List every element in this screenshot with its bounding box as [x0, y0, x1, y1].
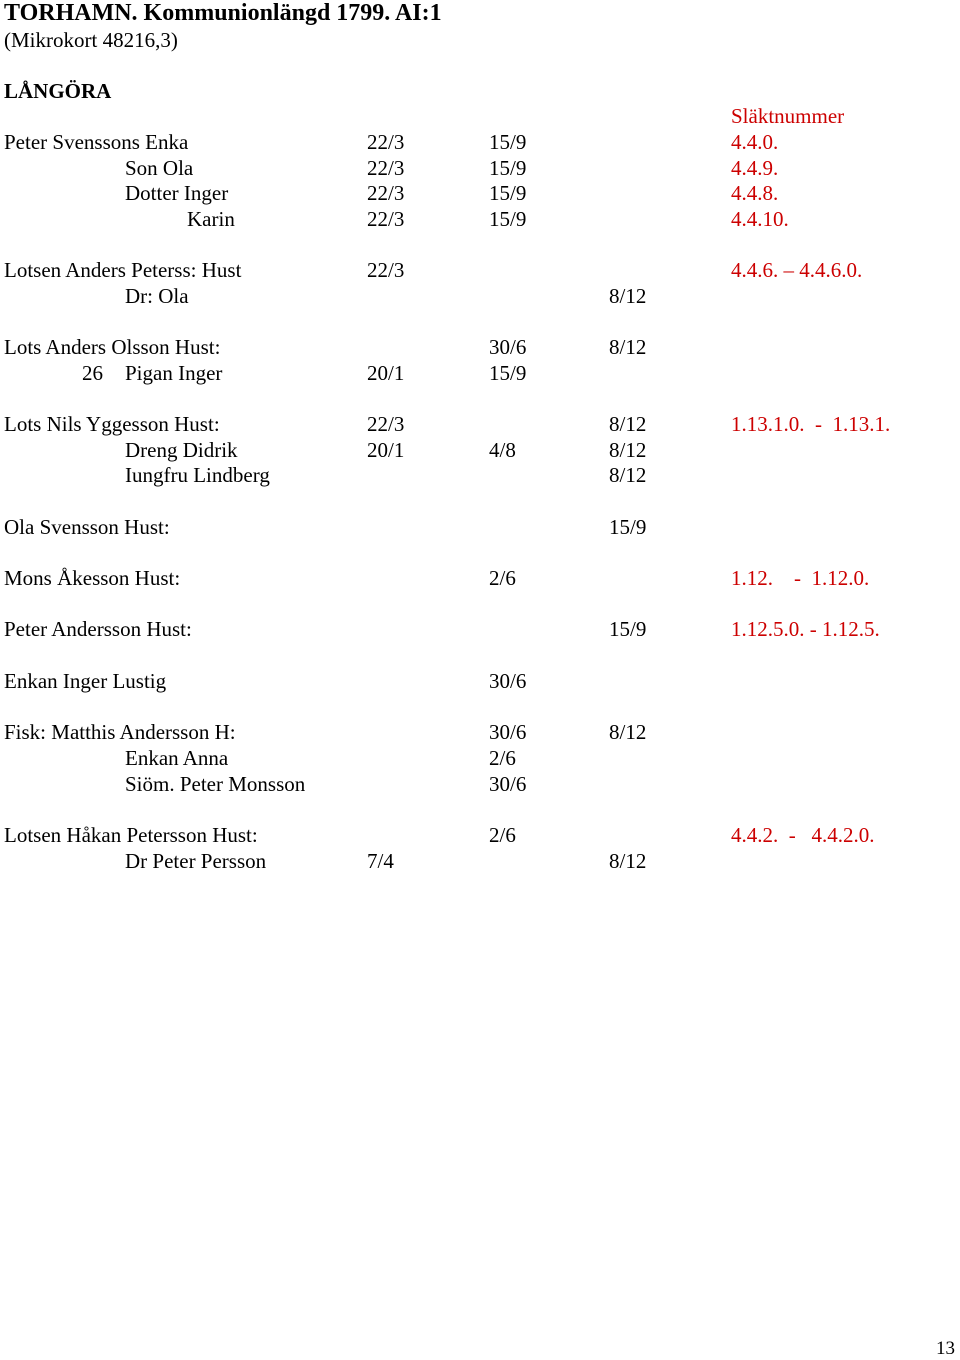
entry-date-3: 8/12 — [609, 720, 647, 744]
entry-date-1: 22/3 — [367, 181, 405, 205]
entry-name: Karin — [187, 207, 235, 231]
entry-date-3: 8/12 — [609, 284, 647, 308]
entry-date-1: 22/3 — [367, 156, 405, 180]
entry-date-1: 22/3 — [367, 207, 405, 231]
entry-name: Lots Anders Olsson Hust: — [4, 335, 221, 359]
entry-date-2: 30/6 — [489, 335, 527, 359]
entry-date-2: 2/6 — [489, 566, 516, 590]
entry-name: Iungfru Lindberg — [125, 463, 270, 487]
entry-name: Lots Nils Yggesson Hust: — [4, 412, 220, 436]
entry-name: Pigan Inger — [125, 361, 223, 385]
entry-date-1: 7/4 — [367, 849, 394, 873]
entry-date-1: 20/1 — [367, 361, 405, 385]
entry-name: Lotsen Anders Peterss: Hust — [4, 258, 242, 282]
entry-date-3: 8/12 — [609, 849, 647, 873]
entry-date-3: 15/9 — [609, 617, 647, 641]
entry-date-2: 2/6 — [489, 746, 516, 770]
slaktnummer-column-header: Släktnummer — [731, 104, 845, 128]
entry-slaktnummer: 4.4.0. — [731, 130, 779, 154]
entry-slaktnummer: 4.4.8. — [731, 181, 779, 205]
entry-date-2: 2/6 — [489, 823, 516, 847]
entry-date-2: 15/9 — [489, 130, 527, 154]
entry-name: Dreng Didrik — [125, 438, 238, 462]
entry-date-3: 15/9 — [609, 515, 647, 539]
entry-date-1: 20/1 — [367, 438, 405, 462]
entry-date-2: 15/9 — [489, 181, 527, 205]
entry-name: Mons Åkesson Hust: — [4, 566, 181, 590]
entry-date-2: 15/9 — [489, 361, 527, 385]
entry-date-1: 22/3 — [367, 412, 405, 436]
entry-date-3: 8/12 — [609, 463, 647, 487]
entry-slaktnummer: 4.4.9. — [731, 156, 779, 180]
page-number: 13 — [936, 1338, 955, 1359]
entry-name: Ola Svensson Hust: — [4, 515, 170, 539]
place-heading: LÅNGÖRA — [4, 79, 112, 103]
entry-name: Peter Svenssons Enka — [4, 130, 189, 154]
entry-name: Siöm. Peter Monsson — [125, 772, 306, 796]
entry-number: 26 — [82, 361, 103, 385]
entry-slaktnummer: 1.13.1.0. - 1.13.1. — [731, 412, 891, 436]
entry-date-3: 8/12 — [609, 412, 647, 436]
entry-date-2: 30/6 — [489, 772, 527, 796]
entry-name: Fisk: Matthis Andersson H: — [4, 720, 236, 744]
entry-slaktnummer: 4.4.10. — [731, 207, 789, 231]
entry-date-1: 22/3 — [367, 258, 405, 282]
entry-date-2: 15/9 — [489, 156, 527, 180]
entry-name: Son Ola — [125, 156, 194, 180]
entry-date-3: 8/12 — [609, 335, 647, 359]
entry-name: Enkan Inger Lustig — [4, 669, 167, 693]
entry-date-3: 8/12 — [609, 438, 647, 462]
entry-date-2: 4/8 — [489, 438, 516, 462]
entry-name: Lotsen Håkan Petersson Hust: — [4, 823, 258, 847]
document-subtitle: (Mikrokort 48216,3) — [4, 28, 178, 52]
entry-date-2: 15/9 — [489, 207, 527, 231]
entry-slaktnummer: 4.4.2. - 4.4.2.0. — [731, 823, 875, 847]
entry-date-2: 30/6 — [489, 669, 527, 693]
entry-slaktnummer: 1.12. - 1.12.0. — [731, 566, 870, 590]
entry-date-1: 22/3 — [367, 130, 405, 154]
entry-name: Peter Andersson Hust: — [4, 617, 192, 641]
entry-date-2: 30/6 — [489, 720, 527, 744]
entry-slaktnummer: 4.4.6. – 4.4.6.0. — [731, 258, 863, 282]
entry-name: Dr Peter Persson — [125, 849, 267, 873]
entry-name: Enkan Anna — [125, 746, 229, 770]
entry-name: Dotter Inger — [125, 181, 229, 205]
entry-name: Dr: Ola — [125, 284, 189, 308]
document-title: TORHAMN. Kommunionlängd 1799. AI:1 — [4, 0, 442, 26]
entry-slaktnummer: 1.12.5.0. - 1.12.5. — [731, 617, 880, 641]
